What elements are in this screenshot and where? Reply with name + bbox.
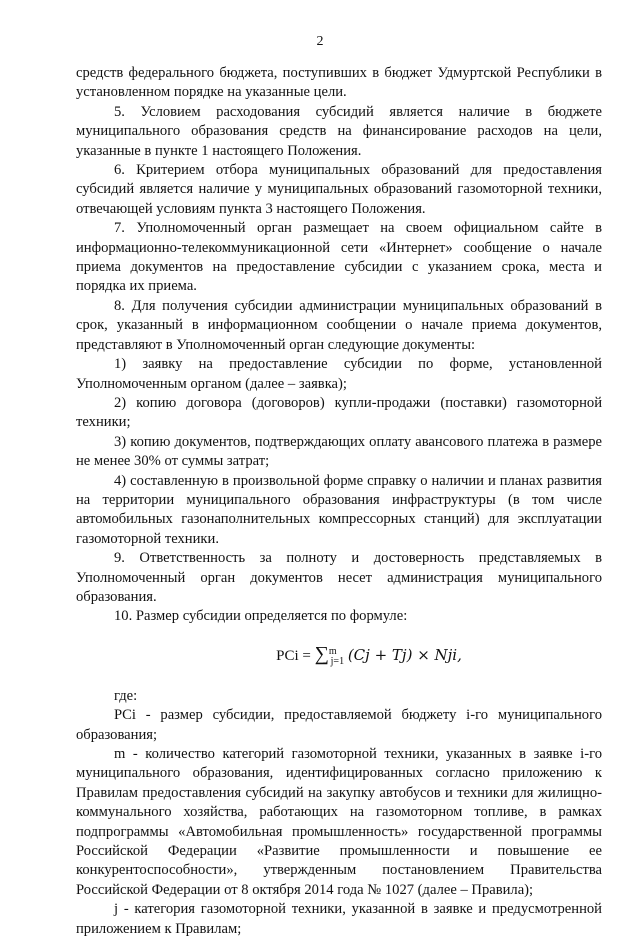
paragraph: 7. Уполномоченный орган размещает на своем официальном сайте в информационно-телекоммуникационной сети «Интернет» сообщение о начале приема документов на предоставление субсидии с указанием срока, места и порядка их приема. — [76, 220, 602, 295]
sum-symbol: ∑ — [314, 642, 329, 665]
paragraph: 6. Критерием отбора муниципальных образований для предоставления субсидий является наличие у муниципальных образований газомоторной техники, отвечающей условиям пункта 3 настоящего Положения. — [76, 162, 602, 217]
list-item: 4) составленную в произвольной форме справку о наличии и планах развития на территории муниципального образования инфраструктуры (в том числе автомобильных газонаполнительных компрессорных станций) для эксплуатации газомоторной техники. — [76, 472, 602, 547]
paragraph: 8. Для получения субсидии администрации муниципальных образований в срок, указанный в информационном сообщении о начале приема документов, представляют в Уполномоченный орган следующие документы: — [76, 297, 602, 353]
document-body — [76, 64, 602, 939]
definition: где: — [114, 687, 138, 704]
formula-body: (Cj + Tj) × Nji, — [347, 645, 462, 664]
list-item: 2) копию договора (договоров) купли-продажи (поставки) газомоторной техники; — [76, 394, 602, 431]
paragraph: 9. Ответственность за полноту и достоверность представляемых в Уполномоченный орган документов несет администрация муниципального образования. — [76, 550, 602, 605]
definition: m - количество категорий газомоторной техники, указанных в заявке i-го муниципального образования, идентифицированных согласно приложению к Правилам предоставления субсидий на закупку автобусов и техники для жилищно-коммунального хозяйства, работающих на газомоторном топливе, в рамках подпрограммы «Автомобильная промышленность» государственной программы Российской Федерации «Развитие промышленности и повышение ее конкурентоспособности», утвержденным постановлением Правительства Российской Федерации от 8 октября 2014 года № 1027 (далее – Правила); — [76, 746, 602, 898]
page-number: 2 — [316, 34, 324, 49]
list-item: 3) копию документов, подтверждающих оплату авансового платежа в размере не менее 30% от суммы затрат; — [76, 433, 602, 470]
subsidy-formula — [136, 641, 602, 673]
list-item: 1) заявку на предоставление субсидии по форме, установленной Уполномоченным органом (далее – заявка); — [76, 356, 602, 392]
formula-lhs: PCi = — [276, 647, 311, 664]
paragraph: 5. Условием расходования субсидий является наличие в бюджете муниципального образования средств на финансирование расходов на цели, указанные в пункте 1 настоящего Положения. — [76, 103, 602, 159]
definition: PCi - размер субсидии, предоставляемой бюджету i-го муниципального образования; — [76, 707, 602, 743]
paragraph: 10. Размер субсидии определяется по формуле: — [114, 608, 408, 625]
definition: j - категория газомоторной техники, указанной в заявке и предусмотренной приложением к Правилам; — [76, 901, 602, 937]
sum-upper: m — [328, 645, 337, 657]
paragraph: средств федерального бюджета, поступивших в бюджет Удмуртской Республики в установленном порядке на указанные цели. — [76, 65, 602, 101]
sum-lower: j=1 — [330, 655, 345, 667]
